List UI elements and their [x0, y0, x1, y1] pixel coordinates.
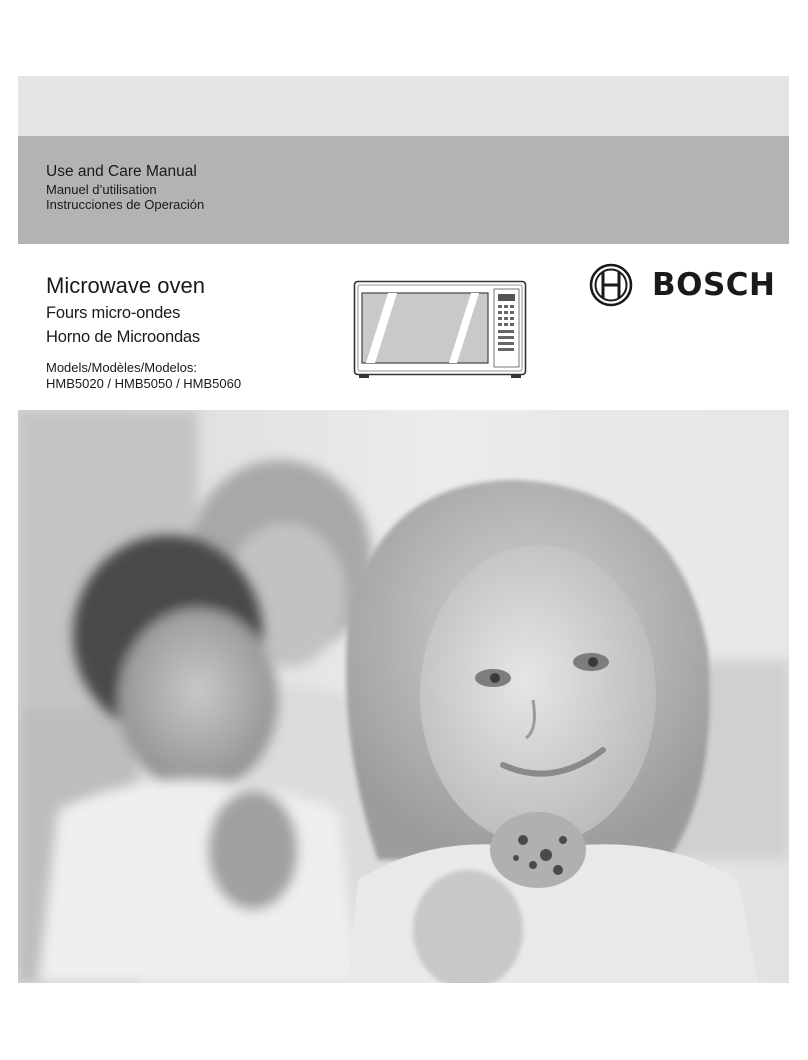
brand-name: BOSCH: [652, 267, 776, 303]
product-title-fr: Fours micro-ondes: [46, 304, 181, 322]
manual-title-es: Instrucciones de Operación: [46, 197, 205, 212]
models-list: HMB5020 / HMB5050 / HMB5060: [46, 376, 242, 391]
manual-title-band: [18, 136, 789, 244]
manual-title-fr: Manuel d’utilisation: [46, 182, 157, 197]
product-title: Microwave oven: [46, 273, 205, 298]
manual-title-en: Use and Care Manual: [46, 163, 197, 180]
microwave-oven-illustration: [353, 280, 527, 380]
bosch-logo-icon: [589, 263, 633, 307]
product-title-es: Horno de Microondas: [46, 328, 200, 346]
models-label: Models/Modèles/Modelos:: [46, 360, 198, 375]
bosch-logo: [589, 262, 789, 308]
family-photo: [18, 410, 789, 983]
top-band: [18, 76, 789, 136]
